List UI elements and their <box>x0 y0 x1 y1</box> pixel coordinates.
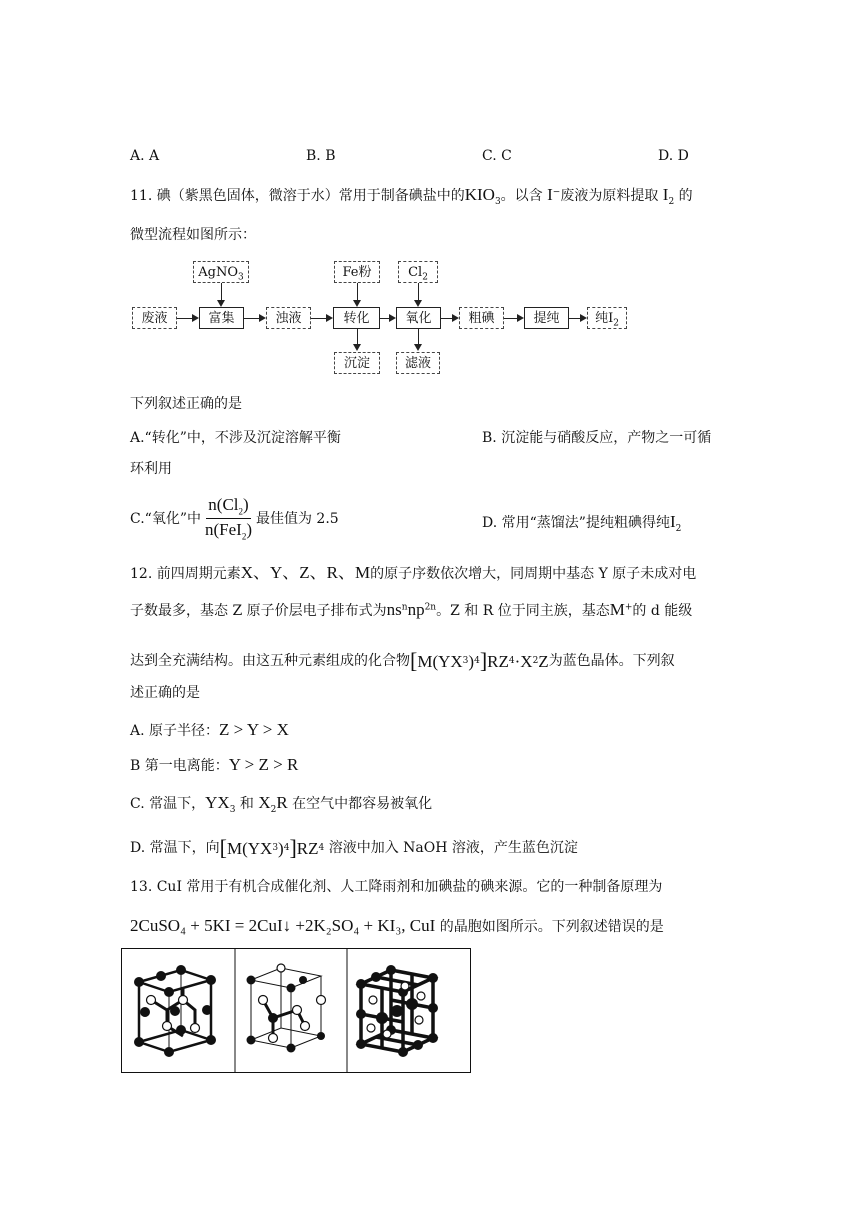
step-yanghua: 氧化 <box>396 307 441 329</box>
option-c: C. C <box>482 148 512 164</box>
step-tichun: 提纯 <box>524 307 569 329</box>
step-zhuanhua: 转化 <box>333 307 380 329</box>
step-cudian: 粗碘 <box>459 307 504 329</box>
step-fuji: 富集 <box>199 307 244 329</box>
q11-line2: 微型流程如图所示： <box>130 227 256 243</box>
reagent-cl2: $Cl_2$ <box>398 261 438 283</box>
step-feiye: 废液 <box>132 307 177 329</box>
crystal-cell-figure <box>121 948 471 1073</box>
ratio-fraction: $\frac{n(Cl_2)}{n(FeI_2)}$ <box>204 495 252 542</box>
q11-option-b: B. 沉淀能与硝酸反应，产物之一可循 <box>482 430 712 446</box>
option-a: A. A <box>130 148 160 164</box>
q13-line2: 2CuSO₄ + 5KI = 2CuI↓ +2K₂SO₄ + KI₃, CuI 的晶胞如图所示。下列叙述错误的是 <box>130 916 664 935</box>
q11-line1: 11. 碘（紫黑色固体，微溶于水）常用于制备碘盐中的$KIO_3$。以含 I−废液为原料提取 $I_2$ 的 <box>130 185 693 207</box>
product-lüye: 滤液 <box>396 352 440 374</box>
q12-option-a: A. 原子半径：Z > Y > X <box>130 720 289 739</box>
q11-option-b-cont: 环利用 <box>130 461 172 477</box>
q11-option-c: C.“氧化”中 $\frac{n(Cl_2)}{n(FeI_2)}$ 最佳值为 2.5 <box>130 495 339 542</box>
q11-stem: 下列叙述正确的是 <box>130 396 242 412</box>
q12-option-d: D. 常温下，向 [ M(YX 3 ) 4 ] RZ 4 溶液中加入 NaOH 溶液，产生蓝色沉淀 <box>130 835 578 860</box>
reagent-agno3: AgNO$_3$ <box>193 261 249 283</box>
q11-option-a: A.“转化”中，不涉及沉淀溶解平衡 <box>130 430 341 446</box>
product-chendian: 沉淀 <box>334 352 380 374</box>
step-zhuoye: 浊液 <box>266 307 311 329</box>
option-b: B. B <box>306 148 336 164</box>
q12-line2: 子数最多，基态 Z 原子价层电子排布式为$ns^nnp^{2n}$。Z 和 R 位于同主族，基态M+的 d 能级 <box>130 600 693 619</box>
step-chun-i2: 纯$I_2$ <box>587 307 627 329</box>
q12-line3: 达到全充满结构。由这五种元素组成的化合物 [ M(YX 3 ) 4 ] RZ 4 ·X 2 Z 为蓝色晶体。下列叙 <box>130 648 675 673</box>
option-d: D. D <box>658 148 689 164</box>
reagent-fe: Fe粉 <box>334 261 380 283</box>
q12-option-c: C. 常温下，$YX_3$ 和 $X_2R$ 在空气中都容易被氧化 <box>130 793 433 815</box>
q11-option-d: D. 常用“蒸馏法”提纯粗碘得纯$I_2$ <box>482 512 682 534</box>
q12-line1: 12. 前四周期元素X、Y、Z、R、M的原子序数依次增大，同周期中基态 Y 原子未成对电 <box>130 563 697 582</box>
q13-line1: 13. CuI 常用于有机合成催化剂、人工降雨剂和加碘盐的碘来源。它的一种制备原理为 <box>130 879 663 895</box>
q12-option-b: B 第一电离能：Y > Z > R <box>130 755 299 774</box>
q12-line4: 述正确的是 <box>130 685 200 701</box>
